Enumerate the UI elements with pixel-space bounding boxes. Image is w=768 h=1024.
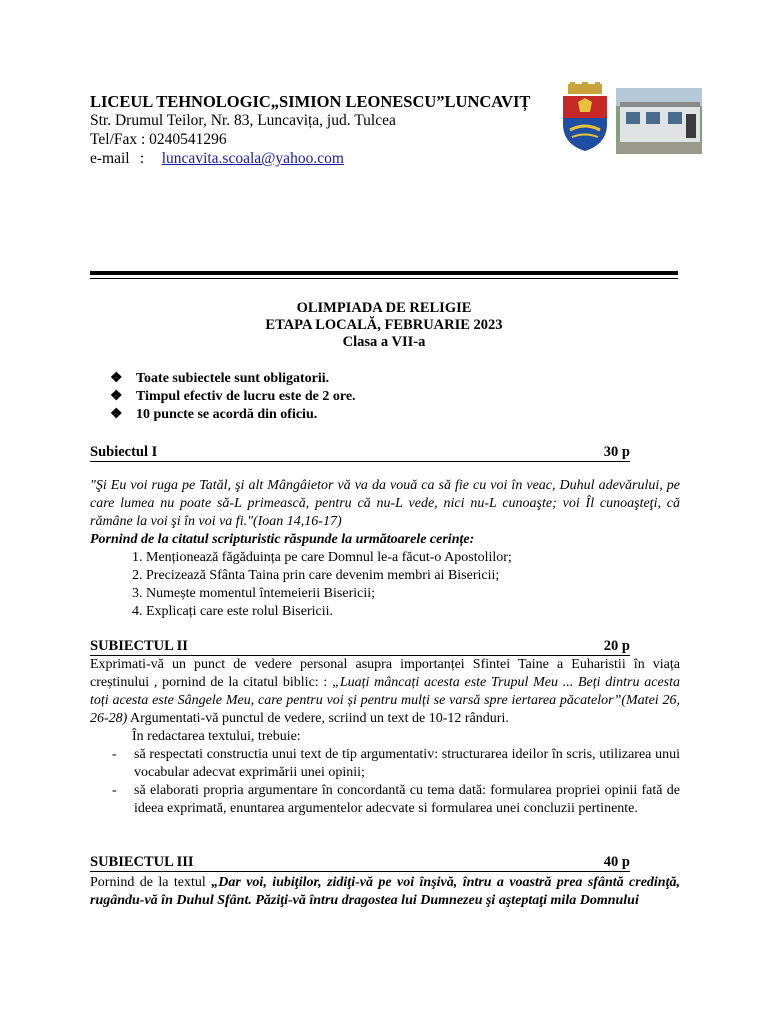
subject-2-score: 20 p — [603, 638, 630, 654]
header-divider-thick — [90, 271, 678, 275]
email-row — [90, 149, 530, 168]
subject-3-title: SUBIECTUL III — [90, 854, 194, 870]
coat-of-arms-image — [560, 82, 610, 152]
subject-1-title: Subiectul I — [90, 444, 158, 460]
question-item: 2. Precizează Sfânta Taina prin care devenim membri ai Bisericii; — [132, 568, 500, 583]
school-building-image — [616, 88, 702, 154]
exam-title: OLIMPIADA DE RELIGIE — [296, 300, 472, 316]
email-label: e-mail — [90, 150, 130, 167]
dash-bullet: - — [112, 747, 117, 762]
rule-text: Timpul efectiv de lucru este de 2 ore. — [136, 389, 356, 404]
email-link[interactable]: luncavita.scoala@yahoo.com — [161, 150, 344, 167]
exam-rules — [110, 370, 356, 424]
subject-1-questions — [132, 549, 512, 621]
subject-2-title: SUBIECTUL II — [90, 638, 188, 654]
diamond-bullet-icon: ❖ — [110, 389, 123, 404]
school-address: Str. Drumul Teilor, Nr. 83, Luncavița, jud. Tulcea — [90, 112, 396, 129]
subject-2-quote: „Luați mâncați acesta este Trupul Meu ... Beți dintru acesta toți acesta este Sângele Meu, care pentru voi și pentru mulți se varsă spre iertarea păcatelor”(Matei 26, 26-28) — [90, 675, 680, 726]
exam-stage: ETAPA LOCALĂ, FEBRUARIE 2023 — [265, 317, 503, 333]
school-header — [90, 92, 530, 168]
question-item: 1. Menționează făgăduința pe care Domnul le-a făcut-o Apostolilor; — [132, 550, 512, 565]
rule-item — [110, 406, 356, 424]
exam-heading — [0, 300, 768, 351]
subject-3-text — [90, 874, 680, 910]
subject-1-score: 30 p — [603, 444, 630, 460]
subject-2-intro: Exprimati-vă un punct de vedere personal asupra importanței Sfintei Taine a Euharistii în viața creștinului , pornind de la citatul biblic: : — [90, 657, 680, 690]
subject-1-heading — [90, 444, 630, 462]
rule-text: Toate subiectele sunt obligatorii. — [136, 371, 330, 386]
subject-3-quote: „Dar voi, iubiţilor, zidiţi-vă pe voi înşivă, întru a voastră prea sfântă credinţă, rugându-vă în Duhul Sfânt. Păziţi-vă întru dragostea lui Dumnezeu şi aşteptaţi mila Domnului — [90, 875, 680, 908]
subject-3-score: 40 p — [603, 854, 630, 870]
school-phone: Tel/Fax : 0240541296 — [90, 131, 227, 148]
requirement-item — [112, 746, 680, 782]
subject-1-text — [90, 477, 680, 549]
rule-text: 10 puncte se acordă din oficiu. — [136, 407, 318, 422]
school-name: LICEUL TEHNOLOGIC„SIMION LEONESCU”LUNCAVIȚ — [90, 92, 531, 111]
rule-item — [110, 370, 356, 388]
requirement-text: să respectati constructia unui text de tip argumentativ: structurarea ideilor în scris, utilizarea unui vocabular adecvat exprimării unei opinii; — [134, 747, 680, 780]
subject-1-instruction: Pornind de la citatul scripturistic răspunde la următoarele cerințe: — [90, 532, 475, 547]
diamond-bullet-icon: ❖ — [110, 407, 123, 422]
subject-3-heading — [90, 854, 630, 872]
requirement-item — [112, 782, 680, 818]
exam-grade: Clasa a VII-a — [342, 334, 426, 350]
subject-3-intro: Pornind de la textul — [90, 875, 212, 890]
subject-2-requirements — [112, 746, 680, 818]
subject-2-text — [90, 656, 680, 728]
dash-bullet: - — [112, 783, 117, 798]
email-separator: : — [139, 150, 145, 167]
question-item: 3. Numește momentul întemeierii Bisericii; — [132, 586, 376, 601]
subject-1-quote: "Şi Eu voi ruga pe Tatăl, şi alt Mângâietor vă va da vouă ca să fie cu voi în veac, Duhul adevărului, pe care lumea nu poate să-L primească, pentru că nu-L vede, nici nu-L cunoaşte; voi Îl cunoaşteţi, că rămâne la voi şi în voi va fi."(Ioan 14,16-17) — [90, 478, 680, 529]
diamond-bullet-icon: ❖ — [110, 371, 123, 386]
header-divider-thin — [90, 278, 678, 279]
subject-2-after-quote: Argumentati-vă punctul de vedere, scriind un text de 10-12 rânduri. — [127, 711, 509, 726]
rule-item — [110, 388, 356, 406]
subject-2-heading — [90, 638, 630, 656]
requirement-text: să elaborati propria argumentare în concordantă cu tema dată: formularea propriei opinii fată de ideea exprimată, enuntarea argumentelor adecvate si formularea unei concluzii pertinente. — [134, 783, 680, 816]
question-item: 4. Explicați care este rolul Bisericii. — [132, 604, 333, 619]
subject-2-sub-intro: În redactarea textului, trebuie: — [132, 729, 301, 744]
